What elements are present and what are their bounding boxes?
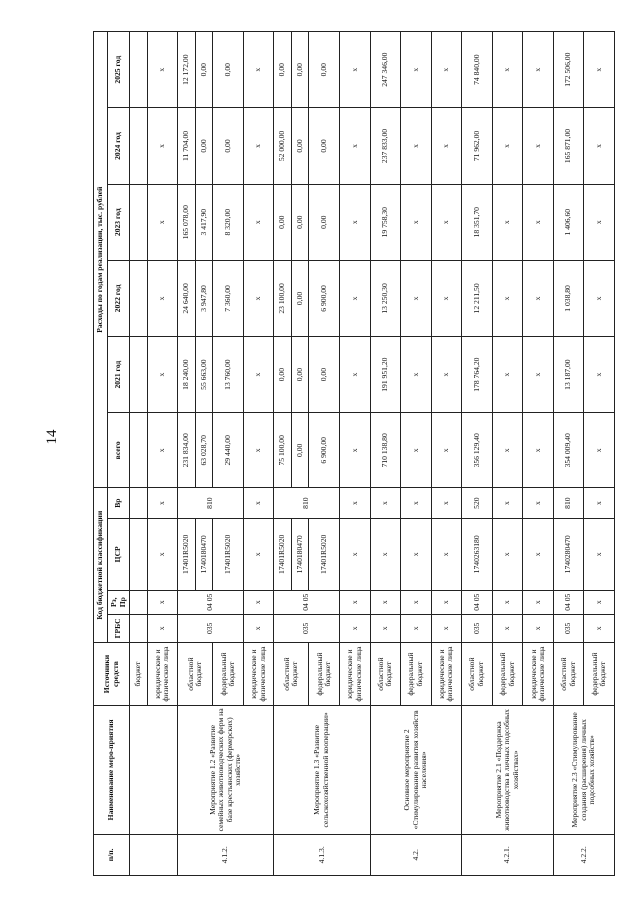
amount-y2022: x [401, 260, 432, 336]
grbs-code: x [401, 614, 432, 642]
table-row [130, 32, 148, 876]
csr-code: x [370, 518, 401, 590]
amount-y2023: 3 417,90 [195, 184, 213, 260]
amount-y2022: 24 640,00 [178, 260, 196, 336]
csr-code: 1740263180 [462, 518, 493, 590]
rzpr-code: 04 05 [462, 590, 493, 614]
amount-y2023: 8 320,00 [213, 184, 244, 260]
rzpr-code: x [370, 590, 401, 614]
grbs-code: x [340, 614, 371, 642]
funding-source: федеральный бюджет [309, 643, 340, 706]
amount-y2022: x [492, 260, 523, 336]
rzpr-code: x [523, 590, 554, 614]
header-vr: Вр [108, 488, 130, 519]
funding-source: федеральный бюджет [213, 643, 244, 706]
grbs-code: 035 [462, 614, 493, 642]
csr-code: 17401R5020 [213, 518, 244, 590]
vr-code: x [584, 488, 615, 519]
amount-y2023: x [340, 184, 371, 260]
vr-code: x [147, 488, 178, 519]
grbs-code: x [243, 614, 274, 642]
funding-source: федеральный бюджет [401, 643, 432, 706]
measure-name: Мероприятие 2.3 «Стимулирование создания (расширения) личных подсобных хозяйств» [553, 706, 614, 834]
amount-y2022: x [584, 260, 615, 336]
rzpr-code: x [401, 590, 432, 614]
amount-y2022: x [523, 260, 554, 336]
rzpr-code: 04 05 [553, 590, 584, 614]
funding-source: юридические и физические лица [243, 643, 274, 706]
amount-y2021: x [147, 337, 178, 413]
rzpr-code: x [584, 590, 615, 614]
row-number: 4.2. [370, 834, 462, 875]
amount-y2022: 12 211,50 [462, 260, 493, 336]
funding-source: областной бюджет [178, 643, 213, 706]
amount-y2023: x [523, 184, 554, 260]
amount-y2021: 55 663,00 [195, 337, 213, 413]
amount-y2025: 0,00 [274, 32, 292, 108]
header-csr: ЦСР [108, 518, 130, 590]
amount-y2023: x [431, 184, 462, 260]
amount-y2024: 165 871,00 [553, 108, 584, 184]
amount-total: 0,00 [291, 413, 309, 488]
measure-name: Мероприятие 1.2 «Развитие семейных животноводческих ферм на базе крестьянских (фермерских) хозяйств» [178, 706, 274, 834]
amount-y2021: 0,00 [274, 337, 292, 413]
header-expenses: Расходы по годам реализации, тыс. рублей [94, 32, 108, 488]
grbs-code: x [370, 614, 401, 642]
amount-y2021: x [243, 337, 274, 413]
grbs-code: 035 [274, 614, 340, 642]
vr-code [130, 488, 148, 519]
amount-y2023: 0,00 [291, 184, 309, 260]
amount-total: x [401, 413, 432, 488]
table-row [553, 32, 584, 876]
funding-source: федеральный бюджет [584, 643, 615, 706]
amount-total: 6 900,00 [309, 413, 340, 488]
grbs-code: 035 [553, 614, 584, 642]
header-name: Наименование меро-приятия [94, 706, 130, 834]
header-rzpr: Рз, Пр [108, 590, 130, 614]
amount-y2022: 7 360,00 [213, 260, 244, 336]
row-number: 4.2.1. [462, 834, 554, 875]
grbs-code: x [431, 614, 462, 642]
amount-y2025: 0,00 [195, 32, 213, 108]
funding-source: юридические и физические лица [431, 643, 462, 706]
amount-y2023: x [584, 184, 615, 260]
header-budget-class: Код бюджетной классификации [94, 488, 108, 643]
measure-name: Мероприятие 2.1 «Поддержка животноводства в личных подсобных хозяйствах» [462, 706, 554, 834]
funding-source: юридические и физические лица [147, 643, 178, 706]
amount-y2022: 3 947,80 [195, 260, 213, 336]
vr-code: x [370, 488, 401, 519]
amount-total: x [340, 413, 371, 488]
vr-code: x [431, 488, 462, 519]
amount-y2025: x [492, 32, 523, 108]
amount-total: 354 009,40 [553, 413, 584, 488]
amount-y2022: 1 038,80 [553, 260, 584, 336]
funding-source: юридические и физические лица [523, 643, 554, 706]
amount-y2024: x [431, 108, 462, 184]
funding-source: юридические и физические лица [340, 643, 371, 706]
header-2024: 2024 год [108, 108, 130, 184]
csr-code: 1740180470 [195, 518, 213, 590]
header-2023: 2023 год [108, 184, 130, 260]
amount-y2023: 1 406,60 [553, 184, 584, 260]
amount-y2022: x [340, 260, 371, 336]
csr-code: x [243, 518, 274, 590]
csr-code: 17401R5020 [178, 518, 196, 590]
amount-y2021: x [401, 337, 432, 413]
csr-code: x [340, 518, 371, 590]
header-2022: 2022 год [108, 260, 130, 336]
amount-y2025: x [584, 32, 615, 108]
amount-total: 29 440,00 [213, 413, 244, 488]
grbs-code: x [147, 614, 178, 642]
amount-total: x [523, 413, 554, 488]
header-2021: 2021 год [108, 337, 130, 413]
row-number: 4.1.3. [274, 834, 370, 875]
grbs-code: 035 [178, 614, 244, 642]
amount-y2024: 0,00 [213, 108, 244, 184]
csr-code: 17401R5020 [274, 518, 292, 590]
vr-code: x [523, 488, 554, 519]
table-header [94, 32, 130, 876]
page-number: 14 [44, 429, 60, 445]
row-number: 4.1.2. [178, 834, 274, 875]
csr-code: x [523, 518, 554, 590]
amount-y2023: 165 078,00 [178, 184, 196, 260]
amount-y2024: 71 962,00 [462, 108, 493, 184]
amount-y2024: x [401, 108, 432, 184]
grbs-code: x [523, 614, 554, 642]
rzpr-code: x [243, 590, 274, 614]
vr-code: 520 [462, 488, 493, 519]
amount-y2022: 23 100,00 [274, 260, 292, 336]
amount-y2023: 0,00 [309, 184, 340, 260]
amount-y2024: 0,00 [291, 108, 309, 184]
amount-y2024: 0,00 [195, 108, 213, 184]
amount-y2023: x [147, 184, 178, 260]
grbs-code [130, 614, 148, 642]
amount-y2025: 0,00 [213, 32, 244, 108]
amount-y2024: 0,00 [309, 108, 340, 184]
amount-y2021: 13 760,00 [213, 337, 244, 413]
amount-y2025 [130, 32, 148, 108]
funding-source: бюджет [130, 643, 148, 706]
amount-y2024: 11 704,00 [178, 108, 196, 184]
amount-y2021: x [340, 337, 371, 413]
amount-y2025: 0,00 [309, 32, 340, 108]
amount-y2023: x [492, 184, 523, 260]
amount-total: x [584, 413, 615, 488]
amount-y2025: x [147, 32, 178, 108]
rzpr-code [130, 590, 148, 614]
header-2025: 2025 год [108, 32, 130, 108]
amount-y2022: 0,00 [291, 260, 309, 336]
amount-y2025: 172 506,00 [553, 32, 584, 108]
amount-total: 356 129,40 [462, 413, 493, 488]
measure-name: Мероприятие 1.3 «Развитие сельскохозяйственной кооперации» [274, 706, 370, 834]
amount-y2023: x [243, 184, 274, 260]
amount-y2025: 0,00 [291, 32, 309, 108]
amount-y2022: x [431, 260, 462, 336]
amount-y2025: x [523, 32, 554, 108]
expenses-table [93, 31, 615, 876]
header-pp: п/п. [94, 834, 130, 875]
amount-total [130, 413, 148, 488]
csr-code: 1740180470 [291, 518, 309, 590]
vr-code: x [492, 488, 523, 519]
csr-code: 1740280470 [553, 518, 584, 590]
vr-code: x [340, 488, 371, 519]
amount-y2024: x [492, 108, 523, 184]
funding-source: областной бюджет [370, 643, 401, 706]
table-row [370, 32, 401, 876]
csr-code: x [492, 518, 523, 590]
table-row [274, 32, 292, 876]
funding-source: областной бюджет [553, 643, 584, 706]
amount-y2024: 237 833,00 [370, 108, 401, 184]
amount-y2021 [130, 337, 148, 413]
amount-total: x [431, 413, 462, 488]
amount-y2024: x [243, 108, 274, 184]
rzpr-code: x [431, 590, 462, 614]
rotated-page [93, 31, 615, 876]
amount-y2021: 0,00 [291, 337, 309, 413]
vr-code: 810 [274, 488, 340, 519]
amount-y2024: x [147, 108, 178, 184]
csr-code [130, 518, 148, 590]
funding-source: федеральный бюджет [492, 643, 523, 706]
amount-y2024: x [584, 108, 615, 184]
amount-y2023: 19 758,30 [370, 184, 401, 260]
rzpr-code: x [340, 590, 371, 614]
amount-y2022: 6 900,00 [309, 260, 340, 336]
vr-code: x [401, 488, 432, 519]
amount-y2024: x [523, 108, 554, 184]
amount-y2025: x [431, 32, 462, 108]
vr-code: x [243, 488, 274, 519]
funding-source: областной бюджет [462, 643, 493, 706]
grbs-code: x [492, 614, 523, 642]
amount-y2024 [130, 108, 148, 184]
grbs-code: x [584, 614, 615, 642]
row-number [130, 834, 178, 875]
header-sources: Источники средств [94, 643, 130, 706]
table-row [178, 32, 196, 876]
amount-total: x [492, 413, 523, 488]
csr-code: x [584, 518, 615, 590]
amount-y2025: x [243, 32, 274, 108]
amount-y2025: 12 172,00 [178, 32, 196, 108]
amount-y2023 [130, 184, 148, 260]
amount-y2025: x [340, 32, 371, 108]
amount-y2021: 0,00 [309, 337, 340, 413]
measure-name: Основное мероприятие 2 «Стимулирование развития хозяйств населения» [370, 706, 462, 834]
amount-y2021: x [492, 337, 523, 413]
amount-total: x [243, 413, 274, 488]
amount-y2023: x [401, 184, 432, 260]
amount-y2021: x [431, 337, 462, 413]
amount-y2021: 191 951,20 [370, 337, 401, 413]
csr-code: 17401R5020 [309, 518, 340, 590]
amount-y2022: 13 250,30 [370, 260, 401, 336]
amount-y2021: x [523, 337, 554, 413]
amount-y2021: 18 240,00 [178, 337, 196, 413]
funding-source: областной бюджет [274, 643, 309, 706]
csr-code: x [431, 518, 462, 590]
vr-code: 810 [178, 488, 244, 519]
header-total: всего [108, 413, 130, 488]
amount-total: 710 138,80 [370, 413, 401, 488]
amount-total: x [147, 413, 178, 488]
amount-y2022: x [243, 260, 274, 336]
amount-y2023: 0,00 [274, 184, 292, 260]
row-number: 4.2.2. [553, 834, 614, 875]
amount-y2022 [130, 260, 148, 336]
amount-y2025: 74 840,00 [462, 32, 493, 108]
amount-y2024: 52 000,00 [274, 108, 292, 184]
rzpr-code: x [492, 590, 523, 614]
amount-y2025: 247 346,00 [370, 32, 401, 108]
amount-y2025: x [401, 32, 432, 108]
amount-y2023: 18 351,70 [462, 184, 493, 260]
table-row [462, 32, 493, 876]
header-grbs: ГРБС [108, 614, 130, 642]
amount-total: 63 028,70 [195, 413, 213, 488]
table-body [130, 32, 615, 876]
amount-y2021: x [584, 337, 615, 413]
rzpr-code: 04 05 [274, 590, 340, 614]
amount-y2024: x [340, 108, 371, 184]
amount-y2021: 178 764,20 [462, 337, 493, 413]
amount-total: 75 100,00 [274, 413, 292, 488]
amount-total: 231 834,00 [178, 413, 196, 488]
rzpr-code: 04 05 [178, 590, 244, 614]
amount-y2022: x [147, 260, 178, 336]
vr-code: 810 [553, 488, 584, 519]
csr-code: x [147, 518, 178, 590]
measure-name [130, 706, 178, 834]
csr-code: x [401, 518, 432, 590]
rzpr-code: x [147, 590, 178, 614]
amount-y2021: 13 187,00 [553, 337, 584, 413]
